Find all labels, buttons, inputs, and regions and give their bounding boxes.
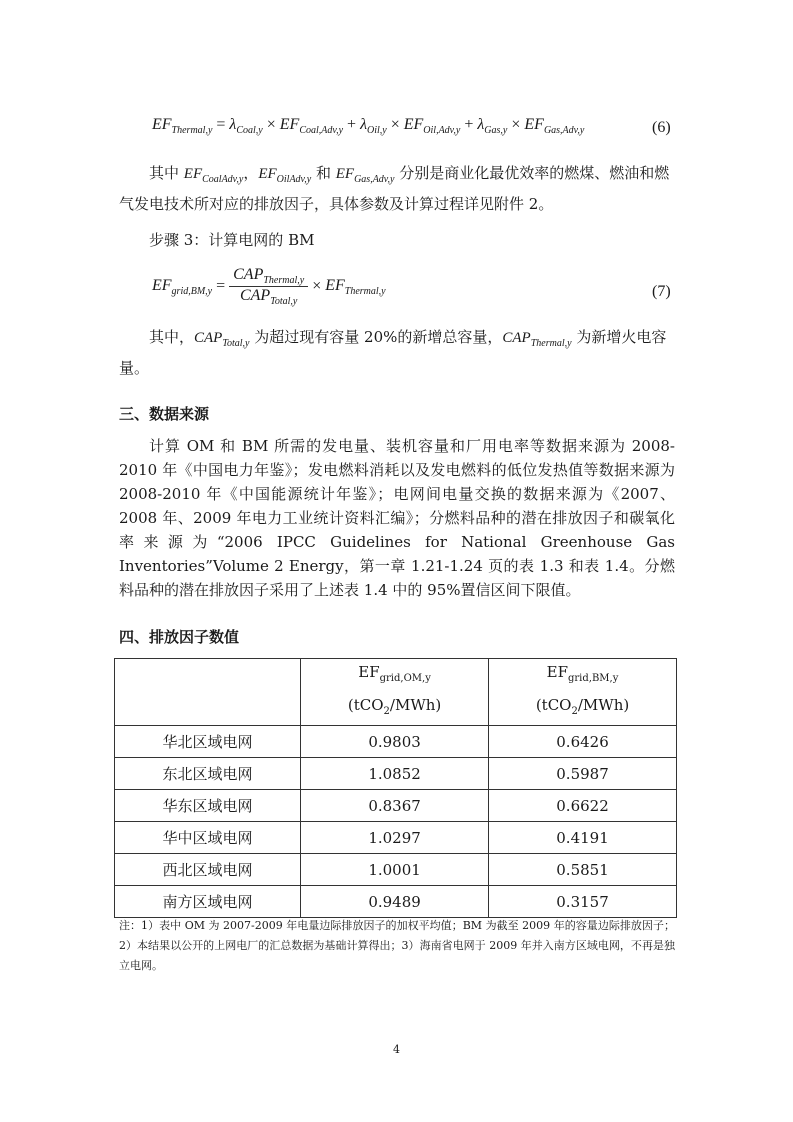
- equation-6: $EF_{Thermal,y} = \lambda_{Coal,y} \times EF_{Coal,Adv,y} + \lambda_{Oil,y} \times EF_{Oil,Adv,y} + \lambda_{Gas,y} \times EF_{Gas,Adv,y}$: [152, 116, 585, 137]
- grid-name: 华中区域电网: [115, 822, 301, 854]
- bm-value: 0.5851: [489, 854, 677, 886]
- table-header-om: $EF_{grid,OM,y}$ (tCO$_2$/MWh): [301, 659, 489, 726]
- om-value: 0.9803: [301, 726, 489, 758]
- table-header-bm: $EF_{grid,BM,y}$ (tCO$_2$/MWh): [489, 659, 677, 726]
- section-4-heading: 四、排放因子数值: [119, 628, 240, 646]
- equation-6-number: (6): [652, 119, 671, 136]
- table-header-empty: [115, 659, 301, 726]
- section-3-body: 计算 OM 和 BM 所需的发电量、装机容量和厂用电率等数据来源为 2008-2010 年《中国电力年鉴》；发电燃料消耗以及发电燃料的低位发热值等数据来源为 2008-2010 年《中国能源统计年鉴》；电网间电量交换的数据来源为《2007、2008 年、2009 年电力工业统计资料汇编》；分燃料品种的潜在排放因子和碳氧化率来源为“2006 IPCC Guidelines for National Greenhouse Gas Inventories”Volume 2 Energy，第一章 1.21-1.24 页的表 1.3 和表 1.4。分燃料品种的潜在排放因子采用了上述表 1.4 中的 95%置信区间下限值。: [119, 437, 675, 599]
- step-3-label: 步骤 3：计算电网的 BM: [149, 231, 315, 249]
- table-row: [115, 854, 677, 886]
- om-value: 1.0852: [301, 758, 489, 790]
- bm-value: 0.4191: [489, 822, 677, 854]
- om-value: 1.0297: [301, 822, 489, 854]
- grid-name: 东北区域电网: [115, 758, 301, 790]
- table-row: [115, 886, 677, 918]
- equation-7-fraction: $\frac{CAP_{Thermal,y}}{CAP_{Total,y}}$: [229, 266, 308, 307]
- grid-name: 华东区域电网: [115, 790, 301, 822]
- om-value: 0.8367: [301, 790, 489, 822]
- page-number: 4: [393, 1043, 400, 1056]
- table-row: [115, 758, 677, 790]
- equation-7-number: (7): [652, 283, 671, 300]
- table-row: [115, 726, 677, 758]
- grid-name: 南方区域电网: [115, 886, 301, 918]
- table-row: [115, 790, 677, 822]
- bm-value: 0.5987: [489, 758, 677, 790]
- paragraph-eq7-explanation: 其中，$CAP_{Total,y}$ 为超过现有容量 20%的新增总容量，$CAP_{Thermal,y}$ 为新增火电容量。: [119, 328, 667, 377]
- bm-value: 0.6622: [489, 790, 677, 822]
- om-value: 0.9489: [301, 886, 489, 918]
- om-value: 1.0001: [301, 854, 489, 886]
- table-header-row: [115, 659, 677, 726]
- grid-name: 西北区域电网: [115, 854, 301, 886]
- table-row: [115, 822, 677, 854]
- grid-name: 华北区域电网: [115, 726, 301, 758]
- equation-7: $EF_{grid,BM,y}$ = $\frac{CAP_{Thermal,y}}{CAP_{Total,y}}$ × $EF_{Thermal,y}$: [152, 266, 386, 308]
- bm-value: 0.3157: [489, 886, 677, 918]
- table-footnote: 注：1）表中 OM 为 2007-2009 年电量边际排放因子的加权平均值；BM 为截至 2009 年的容量边际排放因子；2）本结果以公开的上网电厂的汇总数据为基础计算得出；3）海南省电网于 2009 年并入南方区域电网，不再是独立电网。: [119, 919, 675, 972]
- bm-value: 0.6426: [489, 726, 677, 758]
- section-3-heading: 三、数据来源: [119, 405, 210, 423]
- emission-factor-table: [114, 658, 677, 918]
- paragraph-eq6-explanation: 其中 $EF_{CoalAdv,y}$，$EF_{OilAdv,y}$ 和 $EF_{Gas,Adv,y}$ 分别是商业化最优效率的燃煤、燃油和燃气发电技术所对应的排放因子，具体参数及计算过程详见附件 2。: [119, 164, 670, 213]
